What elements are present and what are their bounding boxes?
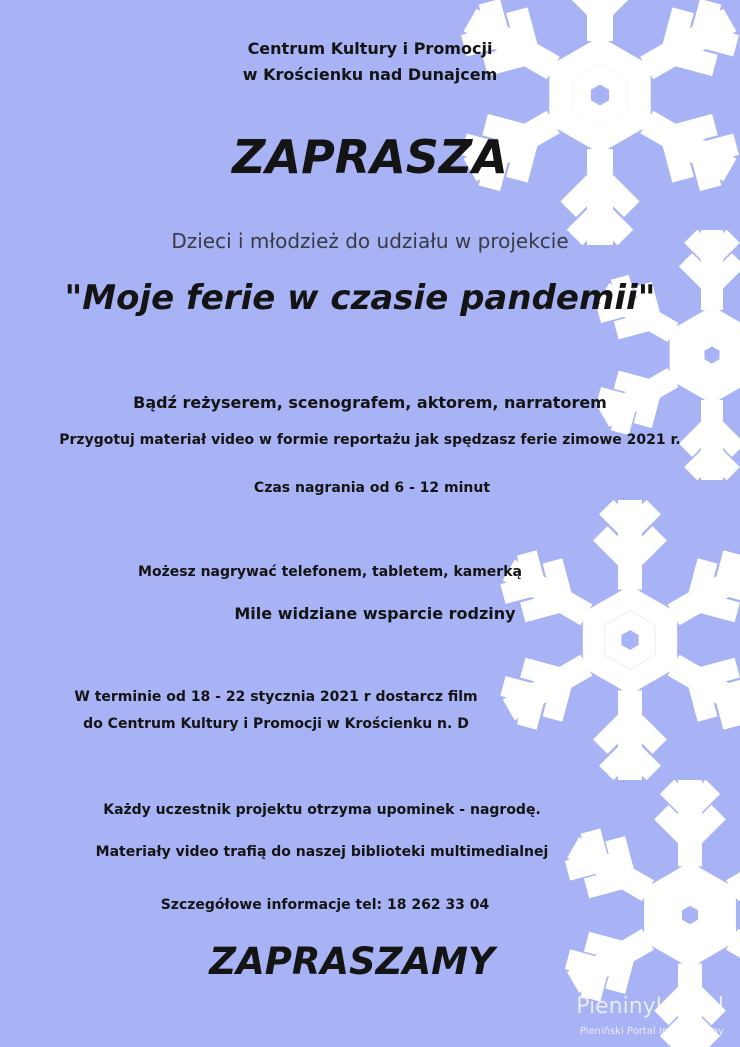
task-line: Przygotuj materiał video w formie reportażu jak spędzasz ferie zimowe 2021 r. [59, 432, 681, 448]
support-line: Mile widziane wsparcie rodziny [234, 604, 516, 623]
watermark-tagline: Pieniński Portal Informacyjny [579, 1026, 724, 1037]
watermark-logo: PieninyInfo.pl [576, 994, 724, 1019]
organization-line-1: Centrum Kultury i Promocji [247, 39, 493, 58]
reward-line: Każdy uczestnik projektu otrzyma upominek - nagrodę. [103, 802, 541, 818]
duration-line: Czas nagrania od 6 - 12 minut [253, 480, 491, 496]
contact-line: Szczegółowe informacje tel: 18 262 33 04 [160, 897, 490, 913]
role-line: Bądź reżyserem, scenografem, aktorem, narratorem [133, 393, 607, 412]
closing-title: ZAPRASZAMY [209, 940, 495, 983]
project-name: "Moje ferie w czasie pandemii" [64, 278, 656, 318]
invitation-text: Dzieci i młodzież do udziału w projekcie [171, 229, 569, 253]
library-line: Materiały video trafią do naszej biblioteki multimedialnej [95, 844, 549, 860]
deadline-line-1: W terminie od 18 - 22 stycznia 2021 r dostarcz film [74, 689, 478, 705]
organization-name [0, 36, 740, 88]
main-title: ZAPRASZA [232, 130, 508, 184]
devices-line: Możesz nagrywać telefonem, tabletem, kamerką [138, 564, 522, 580]
snowflake-icon [494, 500, 740, 780]
deadline-block [0, 684, 646, 738]
deadline-line-2: do Centrum Kultury i Promocji w Krościenku n. D [83, 716, 469, 732]
organization-line-2: w Krościenku nad Dunajcem [242, 65, 498, 84]
